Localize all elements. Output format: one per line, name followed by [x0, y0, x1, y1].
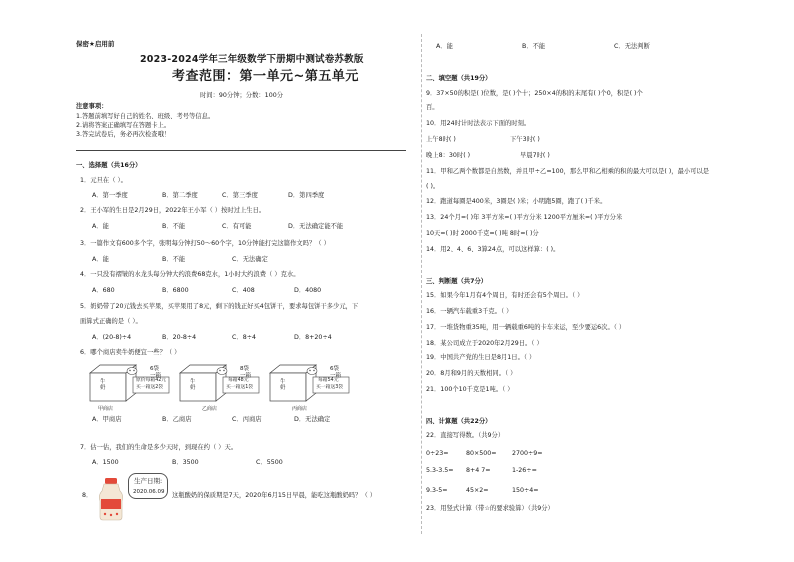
yogurt-bottle-icon — [94, 477, 128, 521]
calc-3-1: 9.3-5= — [426, 487, 448, 494]
q2-option-b: B．不能 — [162, 223, 186, 230]
q4-option-b: B．6800 — [162, 287, 189, 294]
header-divider — [76, 150, 406, 151]
q4-option-c: C．408 — [232, 287, 255, 294]
q2-option-d: D．无法确定能不能 — [288, 223, 344, 230]
q9-text-line1: 9．37×50的积是( )位数，是( )个十；250×4的积的末尾有( )个0，积是( )个 — [426, 90, 643, 97]
store-jia-box: 一箱 — [150, 373, 162, 379]
q5-text-line1: 5．奶奶带了20元钱去买苹果，买苹果用了8元，剩下的钱正好买4包饼干，要求每包饼干多少元，下 — [80, 303, 359, 310]
store-yi-bags: 8袋 — [240, 366, 249, 372]
q1-option-b: B．第二季度 — [162, 192, 198, 199]
q12-text: 12．跑道每圈是400米，3圈是( )米；小明跑5圈，跑了( )千米。 — [426, 198, 607, 205]
store-yi-name: 乙商店 — [202, 406, 218, 412]
store-yi-illustration — [176, 361, 264, 413]
q5-option-c: C．8÷4 — [232, 334, 256, 341]
notes-item-3: 3.答完试卷后，务必再次检查哦！ — [76, 131, 171, 138]
q1-text: 1．元旦在（ ）。 — [80, 177, 127, 184]
q21-text: 21．100个10千克是1吨。（ ） — [426, 386, 514, 393]
q4-option-a: A．680 — [92, 287, 115, 294]
q8-option-c: C．无法判断 — [614, 43, 650, 50]
store-yi-promo2: 买一箱送1袋 — [226, 385, 254, 390]
calc-2-3: 1-26÷= — [512, 467, 537, 474]
secret-tag: 保密★启用前 — [76, 40, 115, 48]
q3-option-a: A．能 — [92, 256, 109, 263]
notes-item-1: 1.答题前填写好自己的姓名、班级、考号等信息。 — [76, 113, 215, 120]
q7-option-b: B．3500 — [172, 459, 199, 466]
section1-heading: 一、选择题（共16分） — [76, 162, 142, 169]
q6-option-c: C．丙商店 — [232, 416, 262, 423]
calc-2-2: 8+4 7= — [466, 467, 491, 474]
section2-heading: 二、填空题（共19分） — [426, 75, 492, 82]
column-divider — [421, 34, 422, 534]
calc-1-3: 2700÷9= — [512, 450, 543, 457]
q9-text-line2: 百。 — [426, 104, 439, 111]
q6-text: 6．哪个商店卖牛奶便宜一些？（ ） — [80, 349, 181, 356]
calc-3-3: 150÷4= — [512, 487, 539, 494]
q8-option-a: A．能 — [436, 43, 453, 50]
store-yi-box: 一箱 — [240, 373, 252, 379]
q2-option-a: A．能 — [92, 223, 109, 230]
q8-number: 8． — [82, 492, 93, 499]
q7-option-a: A．1500 — [92, 459, 119, 466]
q4-option-d: D．4080 — [294, 287, 322, 294]
q5-option-d: D．8+20÷4 — [294, 334, 332, 341]
notes-item-2: 2.请将答案正确填写在答题卡上。 — [76, 122, 171, 129]
store-bing-promo1: 每箱54元 — [318, 378, 339, 383]
notes-heading: 注意事项： — [76, 103, 108, 110]
calc-3-2: 45×2= — [466, 487, 489, 494]
calc-1-1: 0÷23= — [426, 450, 449, 457]
q15-text: 15．如果今年1月有4个周日，有时还会有5个周日。（ ） — [426, 292, 584, 299]
q3-text: 3．一篇作文有600多个字，张明每分钟打50～60个字，10分钟能打完这篇作文吗？（ ） — [80, 240, 330, 247]
q8-option-b: B．不能 — [522, 43, 546, 50]
store-jia-milk-label: 牛奶 — [100, 379, 106, 391]
q11-text-line1: 11．甲和乙两个数都是自然数，并且甲÷乙=100，那么甲和乙相乘的积的最大可以是( )，最小可以是 — [426, 168, 710, 175]
calc-2-1: 5.3-3.5= — [426, 467, 454, 474]
q14-text: 14．用2、4、6、3算24点，可以这样算：( )。 — [426, 246, 560, 253]
q2-option-c: C．有可能 — [222, 223, 252, 230]
q10-item-c: 晚上8：30时( ) — [426, 152, 471, 159]
store-bing-box: 一箱 — [330, 373, 342, 379]
q8-text: 这瓶酸奶的保质期是7天，2020年6月15日早晨，能吃这瓶酸奶吗？（ ） — [172, 492, 377, 499]
q20-text: 20．8月和9月的天数相同。（ ） — [426, 370, 517, 377]
q6-option-d: D．无法确定 — [294, 416, 331, 423]
store-jia-promo1: 原价每箱42元 — [136, 378, 167, 383]
store-bing-illustration — [266, 361, 354, 413]
production-date-stamp — [128, 473, 168, 499]
q17-text: 17．一堆货物重35吨，用一辆载重6吨的卡车来运，至少要运6次。（ ） — [426, 324, 626, 331]
store-yi-milk-label: 牛奶 — [190, 379, 196, 391]
q10-item-d: 早晨7时( ) — [520, 152, 550, 159]
q2-text: 2．王小军的生日是2月29日，2022年王小军（ ）按时过上生日。 — [80, 207, 266, 214]
exam-time-score: 时间：90分钟；分数：100分 — [200, 92, 284, 99]
store-bing-milk-label: 牛奶 — [280, 379, 286, 391]
production-date-value: 2020.06.09 — [133, 489, 165, 495]
store-bing-name: 丙商店 — [292, 406, 308, 412]
q11-text-line2: ( )。 — [426, 183, 440, 190]
store-bing-bags: 6袋 — [330, 366, 339, 372]
store-bing-promo2: 买一箱送3袋 — [316, 385, 344, 390]
exam-scope: 考查范围：第一单元~第五单元 — [172, 69, 359, 84]
q7-option-c: C．5500 — [256, 459, 283, 466]
q23-text: 23．用竖式计算（带☆的要求验算）（共9分） — [426, 505, 554, 512]
q5-option-b: B．20-8÷4 — [162, 334, 197, 341]
q1-option-a: A．第一季度 — [92, 192, 128, 199]
q10-item-b: 下午3时( ) — [510, 136, 540, 143]
q4-text: 4．一只没有褶皱的水龙头每分钟大约浪费68克水，1小时大约浪费（ ）克水。 — [80, 271, 300, 278]
q10-text: 10．用24时计时法表示下面的时刻。 — [426, 120, 531, 127]
store-jia-promo2: 买一箱送2袋 — [136, 385, 164, 390]
q13-text-line2: 10天=( )时 2000千克=( )吨 8时=( )分 — [426, 230, 539, 237]
q6-option-b: B．乙商店 — [162, 416, 192, 423]
q19-text: 19．中国共产党的生日是8月1日。（ ） — [426, 354, 536, 361]
q1-option-d: D．第四季度 — [288, 192, 325, 199]
q3-option-c: C．无法确定 — [232, 256, 268, 263]
q5-text-line2: 面算式正确的是（ ）。 — [80, 318, 142, 325]
q22-text: 22．直接写得数。（共9分） — [426, 432, 505, 439]
q13-text-line1: 13．24个月=( )年 3平方米=( )平方分米 1200平方厘米=( )平方分米 — [426, 214, 623, 221]
store-jia-name: 甲商店 — [98, 406, 114, 412]
q5-option-a: A．(20-8)÷4 — [92, 334, 132, 341]
exam-title: 2023-2024学年三年级数学下册期中测试卷苏教版 — [140, 54, 364, 65]
q1-option-c: C．第三季度 — [222, 192, 258, 199]
store-jia-illustration — [86, 361, 174, 413]
q18-text: 18．某公司成立于2020年2月29日。（ ） — [426, 340, 543, 347]
q10-item-a: 上午8时( ) — [426, 136, 456, 143]
q7-text: 7．估一估，我们的生命是多少天时，到现在约（ ）天。 — [80, 444, 238, 451]
section4-heading: 四、计算题（共22分） — [426, 418, 492, 425]
production-date-label: 生产日期: — [134, 477, 163, 485]
q16-text: 16．一辆汽车载重3千克。（ ） — [426, 308, 513, 315]
calc-1-2: 80×500= — [466, 450, 497, 457]
store-yi-promo1: 每箱48元 — [228, 378, 249, 383]
q6-option-a: A．甲商店 — [92, 416, 122, 423]
store-jia-bags: 6袋 — [150, 366, 159, 372]
section3-heading: 三、判断题（共7分） — [426, 278, 488, 285]
q3-option-b: B．不能 — [162, 256, 186, 263]
